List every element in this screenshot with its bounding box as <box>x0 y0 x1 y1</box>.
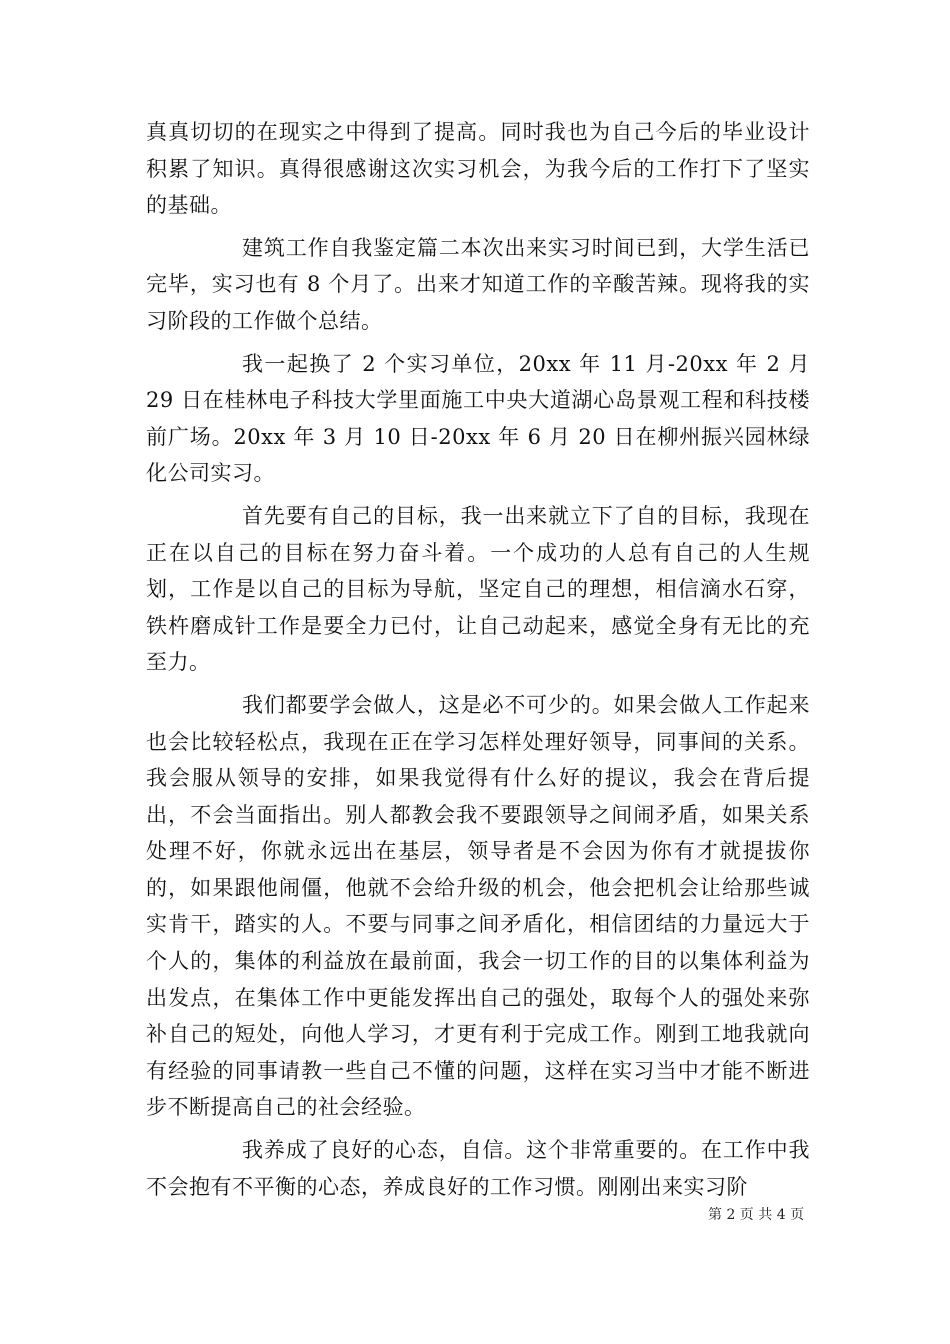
page-number-footer: 第 2 页 共 4 页 <box>708 1207 805 1223</box>
paragraph-relationships: 我们都要学会做人，这是必不可少的。如果会做人工作起来也会比较轻松点，我现在正在学习怎样处理好领导，同事间的关系。我会服从领导的安排，如果我觉得有什么好的提议，我会在背后提出，不会当面指出。别人都教会我不要跟领导之间闹矛盾，如果关系处理不好，你就永远出在基层，领导者是不会因为你有才就提拔你的，如果跟他闹僵，他就不会给升级的机会，他会把机会让给那些诚实肯干，踏实的人。不要与同事之间矛盾化，相信团结的力量远大于个人的，集体的利益放在最前面，我会一切工作的目的以集体利益为出发点，在集体工作中更能发挥出自己的强处，取每个人的强处来弥补自己的短处，向他人学习，才更有利于完成工作。刚到工地我就向有经验的同事请教一些自己不懂的问题，这样在实习当中才能不断进步不断提高自己的社会经验。 <box>146 692 810 1120</box>
paragraph-self-evaluation-intro: 建筑工作自我鉴定篇二本次出来实习时间已到，大学生活已完毕，实习也有 8 个月了。出来才知道工作的辛酸苦辣。现将我的实习阶段的工作做个总结。 <box>146 235 810 333</box>
paragraph-continuation: 真真切切的在现实之中得到了提高。同时我也为自己今后的毕业设计积累了知识。真得很感谢这次实习机会，为我今后的工作打下了坚实的基础。 <box>146 120 810 218</box>
paragraph-goals: 首先要有自己的目标，我一出来就立下了自的目标，我现在正在以自己的目标在努力奋斗着。一个成功的人总有自己的人生规划，工作是以自己的目标为导航，坚定自己的理想，相信滴水石穿，铁杵磨成针工作是要全力已付，让自己动起来，感觉全身有无比的充至力。 <box>146 503 810 675</box>
paragraph-attitude: 我养成了良好的心态，自信。这个非常重要的。在工作中我不会抱有不平衡的心态，养成良好的工作习惯。刚刚出来实习阶 <box>146 1138 810 1199</box>
paragraph-internship-units: 我一起换了 2 个实习单位，20xx 年 11 月-20xx 年 2 月 29 日在桂林电子科技大学里面施工中央大道湖心岛景观工程和科技楼前广场。20xx 年 3 月 10 日-20xx 年 6 月 20 日在柳州振兴园林绿化公司实习。 <box>146 351 810 486</box>
document-body <box>146 114 810 1211</box>
